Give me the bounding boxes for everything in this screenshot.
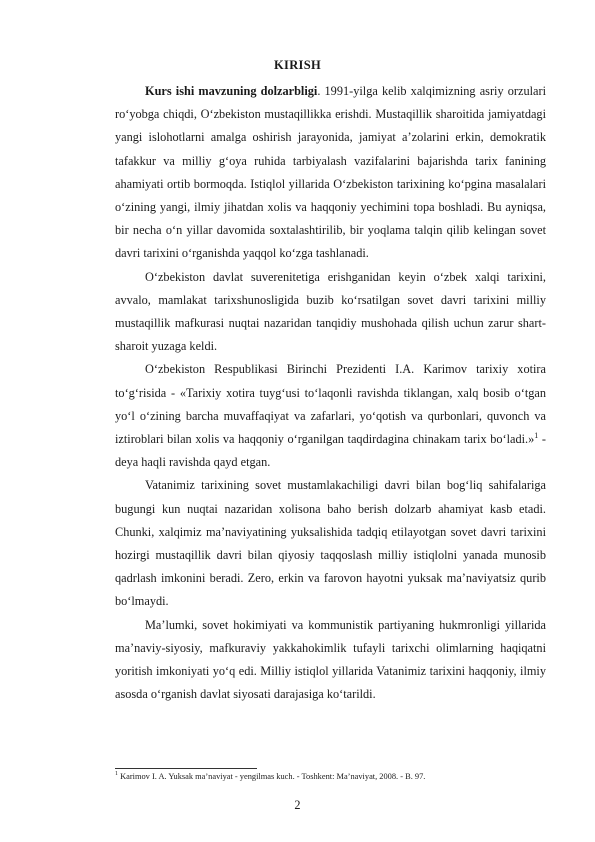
footnote [115, 771, 546, 782]
section-heading: KIRISH [274, 58, 321, 72]
footnote-text: Karimov I. A. Yuksak ma’naviyat - yengilmas kuch. - Toshkent: Ma’naviyat, 2008. - B. 97. [118, 772, 426, 781]
paragraph-text: O‘zbekiston Respublikasi Birinchi Prezidenti I.A. Karimov tarixiy xotira to‘g‘risida - «Tarixiy xotira tuyg‘usi to‘laqonli ravishda tiklangan, xalq bosib o‘tgan yo‘l o‘zining barcha muvaffaqiyat va zafarlari, yo‘qotish va qurbonlari, quvonch va iztiroblari bilan xolis va haqqoniy o‘rganilgan taqdirdagina chinakam tarix bo‘ladi.» [115, 362, 546, 447]
body-text [115, 80, 546, 706]
paragraph-4 [115, 474, 546, 613]
paragraph-lead: Kurs ishi mavzuning dolzarbligi [145, 84, 318, 98]
footnote-reference[interactable]: 1 [534, 430, 539, 440]
paragraph-text: . 1991-yilga kelib xalqimizning asriy orzulari ro‘yobga chiqdi, O‘zbekiston mustaqillikka erishdi. Mustaqillik sharoitida jamiyatdagi yangi islohotlarni amalga oshirish jarayonida, jamiyat a’zolarini erkin, demokratik tafakkur va milliy g‘oya ruhida tarbiyalash vazifalarini bajarishda tarix fanining ahamiyati ortib bormoqda. Istiqlol yillarida O‘zbekiston tarixining ko‘pgina masalalari o‘zining yangi, ilmiy jihatdan xolis va haqqoniy yechimini topa boshladi. Bu ayniqsa, bir necha o‘n yillar davomida soxtalashtirilib, bir yoqlama talqin qilib kelingan sovet davri tarixini o‘rganishda yaqqol ko‘zga tashlanadi. [115, 84, 546, 261]
footnote-number: 1 [115, 771, 118, 778]
paragraph-5 [115, 614, 546, 707]
paragraph-2 [115, 266, 546, 359]
paragraph-text: Vatanimiz tarixining sovet mustamlakachiligi davri bilan bog‘liq sahifalariga bugungi kun nuqtai nazaridan xolisona baho berish dolzarb ahamiyat kasb etadi. Chunki, xalqimiz ma’naviyatining yuksalishida tadqiq etilayotgan sovet davri tarixini hozirgi mustaqillik davri bilan qiyosiy taqqoslash milliy istiqlolni yanada munosib qadrlash imkonini beradi. Zero, erkin va farovon hayotni yuksak ma’naviyatsiz qurib bo‘lmaydi. [115, 478, 546, 609]
paragraph-1 [115, 80, 546, 266]
paragraph-3 [115, 358, 546, 474]
paragraph-text: Ma’lumki, sovet hokimiyati va kommunistik partiyaning hukmronligi yillarida ma’naviy-siyosiy, mafkuraviy yakkahokimlik tufayli tarixchi olimlarning haqiqatni yoritish imkoniyati yo‘q edi. Milliy istiqlol yillarida Vatanimiz tarixini haqqoniy, ilmiy asosda o‘rganish davlat siyosati darajasiga ko‘tarildi. [115, 617, 546, 702]
paragraph-text: O‘zbekiston davlat suverenitetiga erishganidan keyin o‘zbek xalqi tarixini, avvalo, mamlakat tarixshunosligida buzib ko‘rsatilgan sovet davri tarixini milliy mustaqillik mafkurasi nuqtai nazaridan tanqidiy mushohada qilish uchun zarur shart-sharoit yuzaga keldi. [115, 269, 546, 354]
footnote-divider [115, 768, 257, 769]
paragraph-text: - deya haqli ravishda qayd etgan. [115, 432, 546, 470]
page-number: 2 [294, 798, 301, 812]
